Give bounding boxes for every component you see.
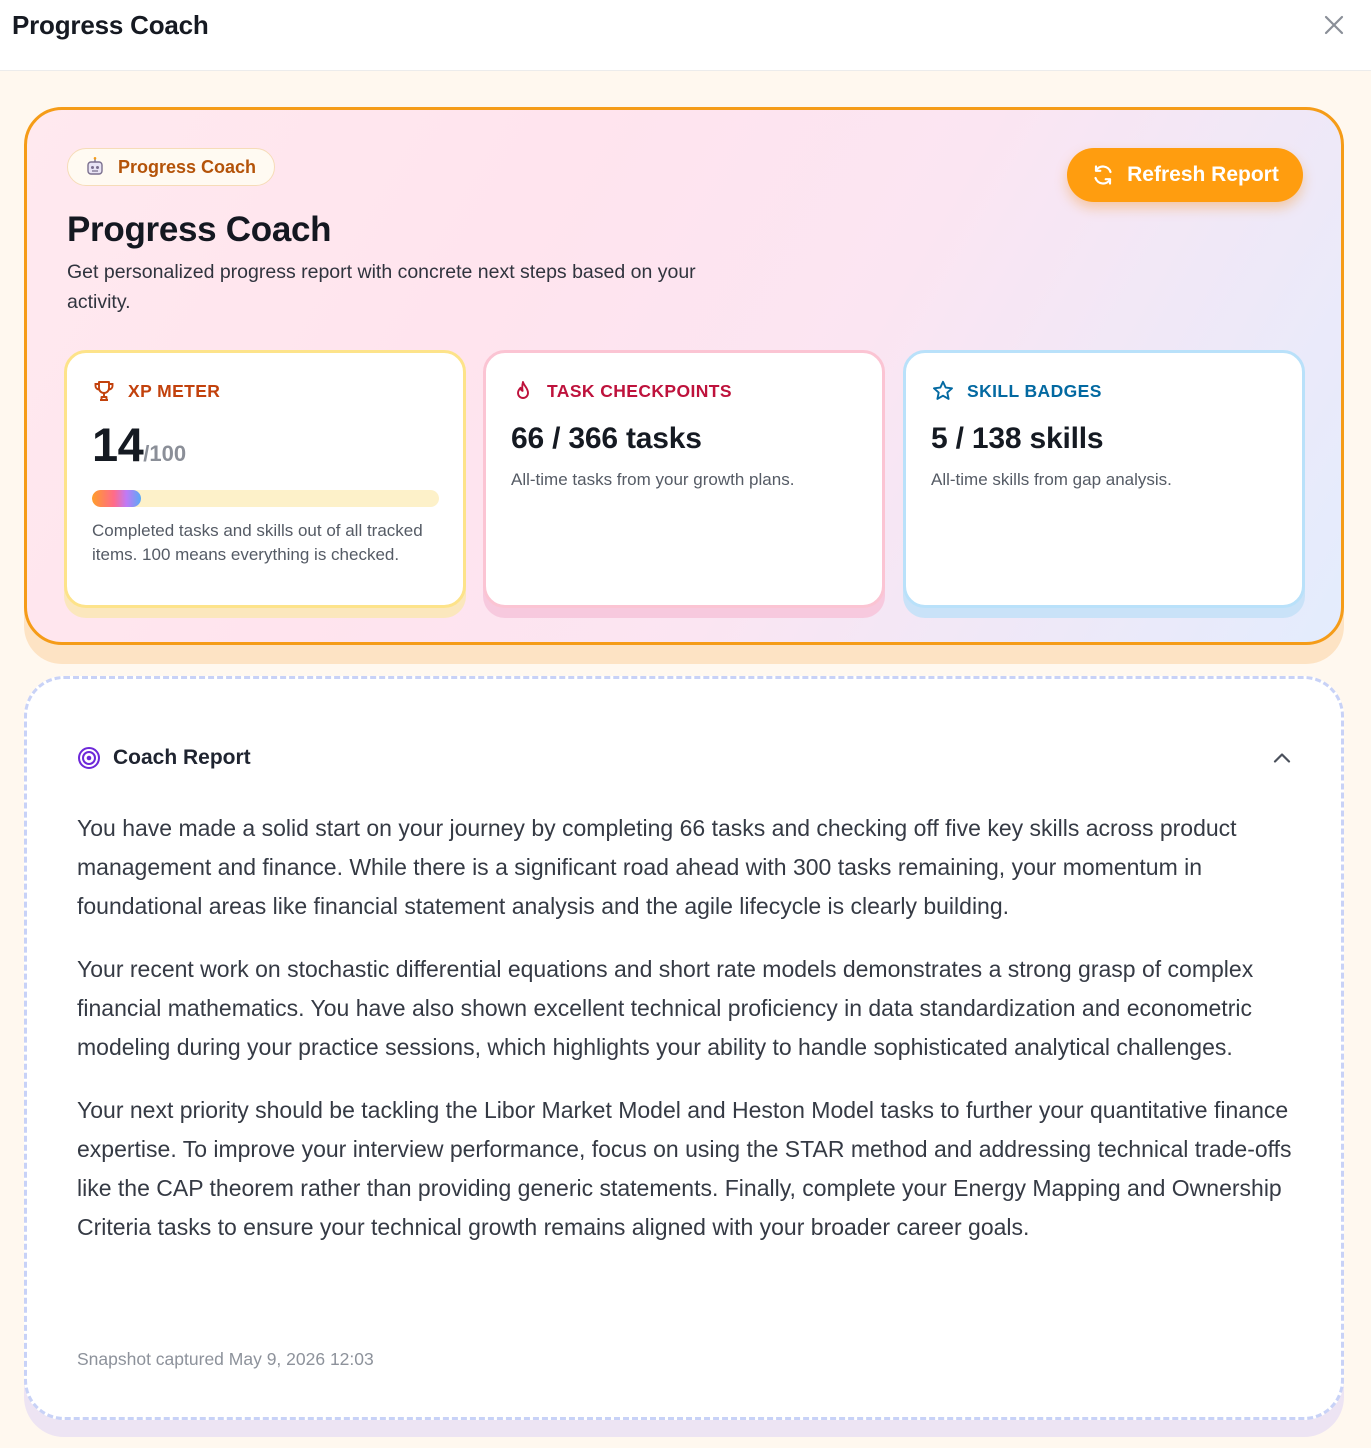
robot-icon <box>84 156 106 178</box>
xp-value-line <box>92 419 439 480</box>
report-paragraph: Your next priority should be tackling the Libor Market Model and Heston Model tasks to further your quantitative finance expertise. To improve your interview performance, focus on using the STAR method and addressing technical trade-offs like the CAP theorem rather than providing generic statements. Finally, complete your Energy Mapping and Ownership Criteria tasks to ensure your technical growth remains aligned with your broader career goals. <box>77 1097 1292 1240</box>
hero-pill-label: Progress Coach <box>118 156 257 177</box>
skills-value: 5 / 138 skills <box>931 422 1104 455</box>
tasks-description: All-time tasks from your growth plans. <box>511 470 795 489</box>
window-title: Progress Coach <box>12 10 209 40</box>
xp-max: /100 <box>143 441 187 466</box>
collapse-report-button[interactable] <box>1267 743 1297 773</box>
xp-label: XP METER <box>128 380 221 401</box>
xp-description: Completed tasks and skills out of all tracked items. 100 means everything is checked. <box>92 521 423 564</box>
hero-subtitle: Get personalized progress report with concrete next steps based on your activity. <box>67 261 696 313</box>
report-title: Coach Report <box>113 746 251 769</box>
chevron-up-icon <box>1271 747 1293 769</box>
xp-progress-bar <box>92 490 439 507</box>
xp-card-wrap <box>64 350 466 618</box>
refresh-report-label: Refresh Report <box>1127 163 1279 186</box>
target-icon <box>77 746 101 770</box>
flame-icon <box>511 379 535 403</box>
xp-progress-fill <box>92 490 141 507</box>
skills-card <box>903 350 1305 608</box>
skills-label: SKILL BADGES <box>967 380 1102 401</box>
report-paragraph: Your recent work on stochastic differential equations and short rate models demonstrates a strong grasp of complex financial mathematics. You have also shown excellent technical proficiency in data standardization and econometric modeling during your practice sessions, which highlights your ability to handle sophisticated analytical challenges. <box>77 956 1254 1060</box>
skills-description: All-time skills from gap analysis. <box>931 470 1172 489</box>
xp-value: 14 <box>92 418 144 471</box>
report-paragraph: You have made a solid start on your journey by completing 66 tasks and checking off five key skills across product management and finance. While there is a significant road ahead with 300 tasks remaining, your momentum in foundational areas like financial statement analysis and the agile lifecycle is clearly building. <box>77 815 1237 919</box>
skills-card-wrap <box>903 350 1305 618</box>
xp-card-header <box>92 377 439 405</box>
report-header <box>77 743 1297 773</box>
tasks-label: TASK CHECKPOINTS <box>547 380 732 401</box>
snapshot-timestamp: Snapshot captured May 9, 2026 12:03 <box>77 1349 374 1369</box>
hero-title: Progress Coach <box>67 210 332 249</box>
hero-card <box>24 107 1344 645</box>
hero-pill <box>67 148 275 186</box>
report-body <box>77 809 1297 1271</box>
trophy-icon <box>92 379 116 403</box>
refresh-icon <box>1091 163 1115 187</box>
tasks-card-header <box>511 377 858 405</box>
report-panel <box>24 676 1344 1420</box>
window-header <box>0 0 1371 71</box>
close-button[interactable] <box>1319 10 1349 40</box>
star-icon <box>931 379 955 403</box>
tasks-card-wrap <box>483 350 885 618</box>
tasks-card <box>483 350 885 608</box>
refresh-report-button[interactable] <box>1067 148 1303 202</box>
tasks-value: 66 / 366 tasks <box>511 422 702 455</box>
close-icon <box>1323 14 1345 36</box>
xp-card <box>64 350 466 608</box>
skills-card-header <box>931 377 1278 405</box>
